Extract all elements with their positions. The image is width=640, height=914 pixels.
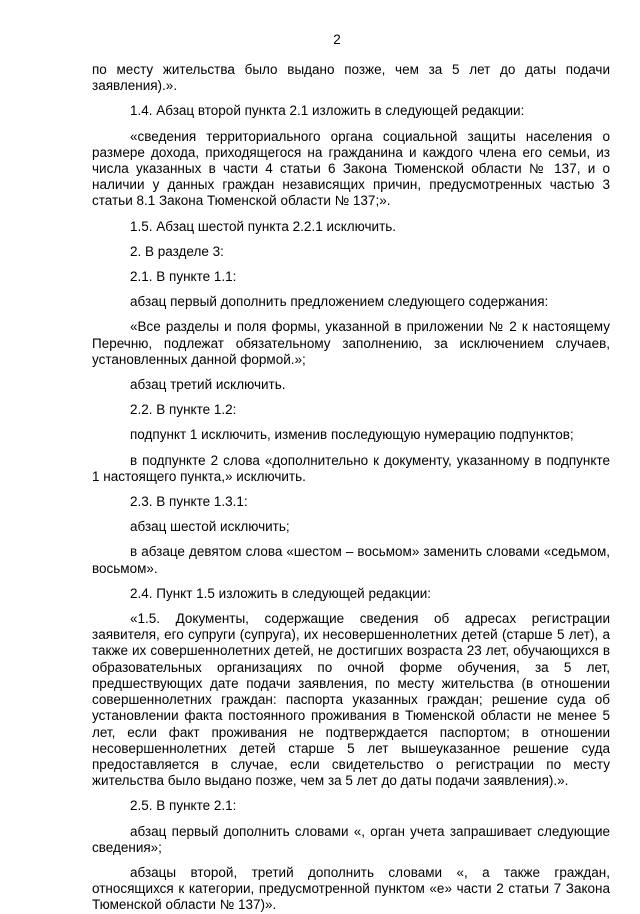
- paragraph-item-2-2-a: подпункт 1 исключить, изменив последующую нумерацию подпунктов;: [130, 427, 574, 443]
- paragraph-item-2-1: 2.1. В пункте 1.1:: [130, 269, 237, 285]
- paragraph-item-2-3-b: в абзаце девятом слова «шестом – восьмом» заменить словами «седьмом, восьмом».: [92, 544, 610, 576]
- paragraph-section-2: 2. В разделе 3:: [130, 243, 224, 259]
- paragraph-item-2-3-a: абзац шестой исключить;: [130, 519, 290, 535]
- paragraph-item-1-4: 1.4. Абзац второй пункта 2.1 изложить в следующей редакции:: [130, 103, 525, 119]
- paragraph-item-2-5-b: абзацы второй, третий дополнить словами «, а также граждан, относящихся к категории, предусмотренной пунктом «е» части 2 статьи 7 Закона Тюменской области № 137)».: [92, 864, 610, 913]
- paragraph-item-2-5: 2.5. В пункте 2.1:: [130, 798, 237, 814]
- paragraph-quote-2-4: «1.5. Документы, содержащие сведения об адресах регистрации заявителя, его супруги (супруга), их несовершеннолетних детей (старше 5 лет), а также их совершеннолетних детей, не достигших возраста 23 лет, обучающихся в образовательных организациях по очной форме обучения, за 5 лет, предшествующих дате подачи заявления, по месту жительства (в отношении совершеннолетних граждан: паспорта указанных граждан; решение суда об установлении факта постоянного проживания в Тюменской области не менее 5 лет, если факт проживания не подтверждается паспортом; в отношении несовершеннолетних детей старше 5 лет вышеуказанное решение суда предоставляется в случае, если свидетельство о регистрации по месту жительства было выдано позже, чем за 5 лет до даты подачи заявления).».: [92, 611, 610, 789]
- paragraph-quote-2-1: «Все разделы и поля формы, указанной в приложении № 2 к настоящему Перечню, подлежат обязательному заполнению, за исключением случаев, установленных данной формой.»;: [92, 319, 610, 367]
- page-number: 2: [333, 32, 341, 47]
- paragraph-continuation: по месту жительства было выдано позже, чем за 5 лет до даты подачи заявления).».: [92, 62, 610, 94]
- paragraph-item-2-2-b: в подпункте 2 слова «дополнительно к документу, указанному в подпункте 1 настоящего пункта,» исключить.: [92, 452, 610, 484]
- paragraph-item-1-5: 1.5. Абзац шестой пункта 2.2.1 исключить.: [130, 218, 397, 234]
- paragraph-quote-1-4: «сведения территориального органа социальной защиты населения о размере дохода, приходящегося на гражданина и каждого члена его семьи, из числа указанных в части 4 статьи 6 Закона Тюменской области № 137, и о наличии у данных граждан независящих причин, предусмотренных частью 3 статьи 8.1 Закона Тюменской области № 137;».: [92, 128, 610, 209]
- paragraph-item-2-4: 2.4. Пункт 1.5 изложить в следующей редакции:: [130, 585, 432, 601]
- paragraph-item-2-2: 2.2. В пункте 1.2:: [130, 402, 237, 418]
- paragraph-item-2-5-a: абзац первый дополнить словами «, орган учета запрашивает следующие сведения»;: [92, 823, 610, 855]
- paragraph-item-2-1-a: абзац первый дополнить предложением следующего содержания:: [130, 294, 549, 310]
- paragraph-item-2-3: 2.3. В пункте 1.3.1:: [130, 494, 248, 510]
- paragraph-item-2-1-b: абзац третий исключить.: [130, 377, 286, 393]
